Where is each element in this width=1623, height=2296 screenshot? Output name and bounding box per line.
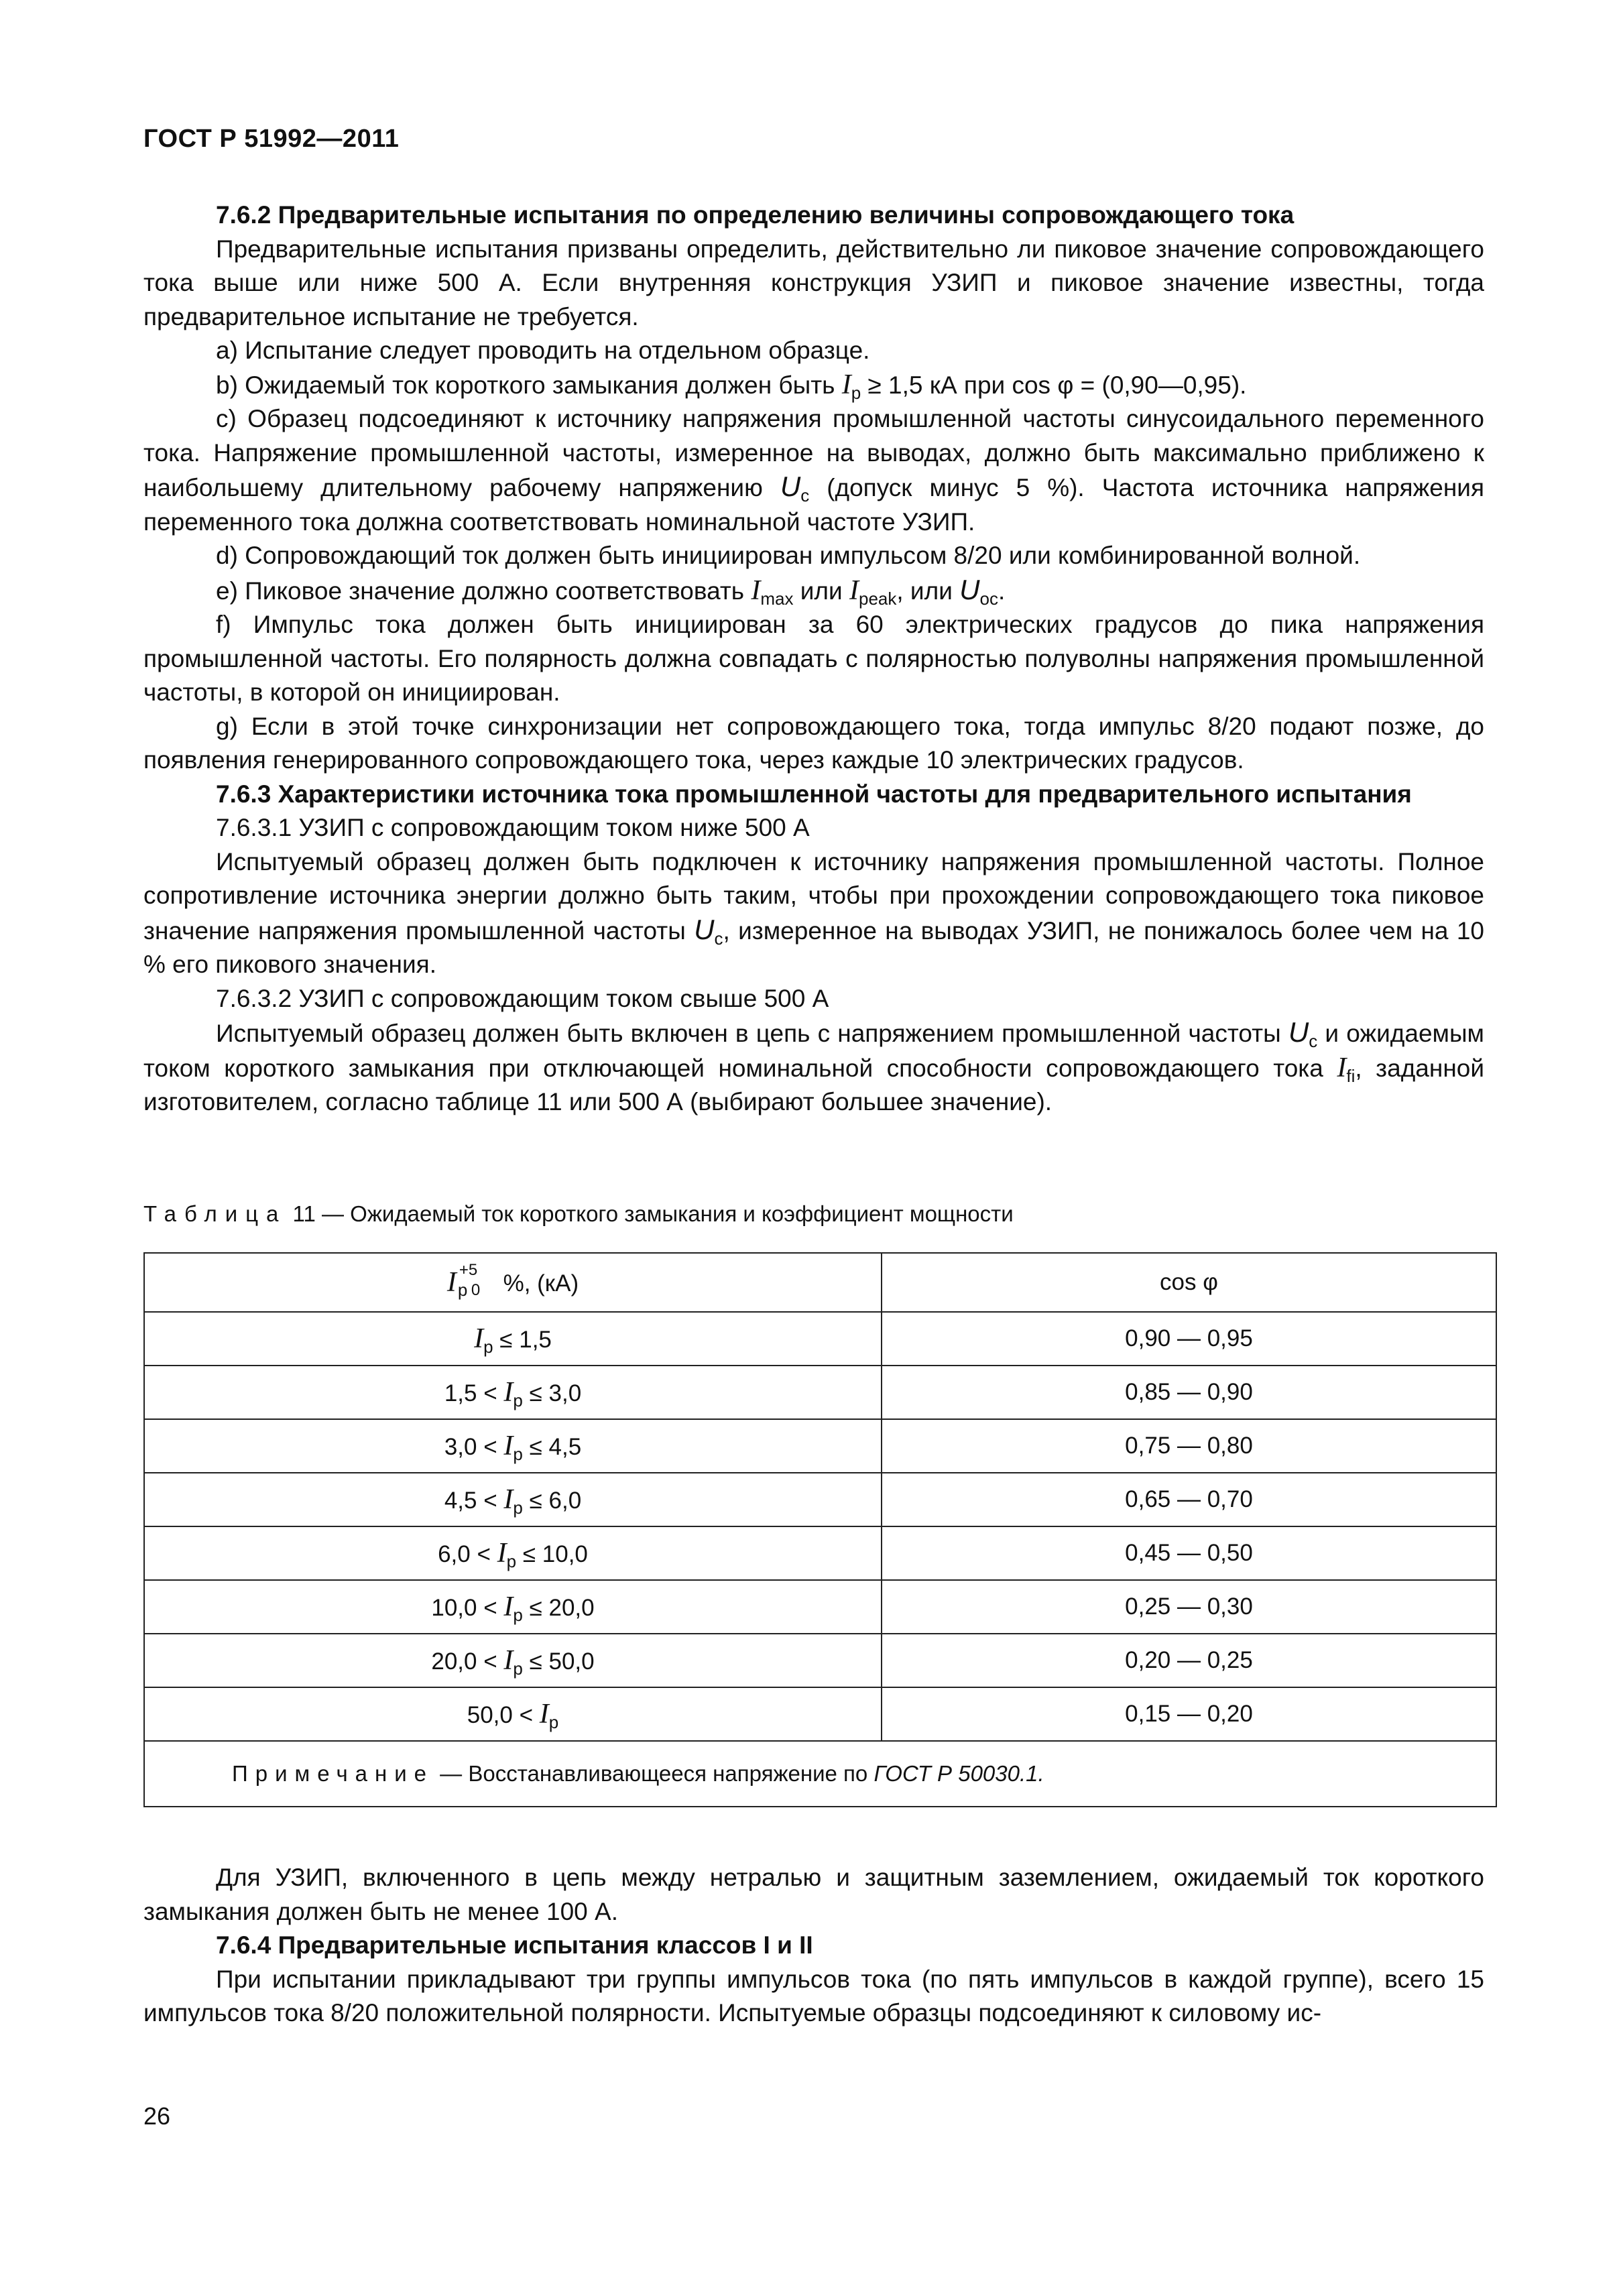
table-row: $4,5 < I_p \le 6,0$ 0,65 — 0,70 [144, 1473, 1496, 1526]
paragraph-intro: Предварительные испытания призваны определить, действительно ли пиковое значение сопровождающего тока выше или ниже 500 А. Если внутренняя конструкция УЗИП и пиковое значение известны, тогда предварительное испытание не требуется. [143, 235, 1484, 330]
document-header: ГОСТ Р 51992—2011 [143, 125, 400, 153]
item-a: a) Испытание следует проводить на отдельном образце. [216, 337, 870, 364]
table-note-row [144, 1741, 1496, 1807]
table-row: $10,0 < I_p \le 20,0$ 0,25 — 0,30 [144, 1580, 1496, 1634]
section-title-764: 7.6.4 Предварительные испытания классов I и II [216, 1931, 813, 1959]
section-title-762: 7.6.2 Предварительные испытания по определению величины сопровождающего тока [216, 201, 1295, 229]
item-d: d) Сопровождающий ток должен быть инициирован импульсом 8/20 или комбинированной волной. [216, 542, 1361, 569]
symbol-uc: U [780, 471, 801, 502]
section-title-763: 7.6.3 Характеристики источника тока промышленной частоты для предварительного испытания [216, 780, 1412, 808]
table-caption: Таблица 11 — Ожидаемый ток короткого замыкания и коэффициент мощности [143, 1201, 1014, 1226]
subsection-text-7632: Испытуемый образец должен быть включен в цепь с напряжением промышленной частоты $U_c$ и ожидаемым током короткого замыкания при отключающей номинальной способности сопровождающего тока $I_{fi}$, заданной изготовителем, согласно таблице 11 или 500 А (выбирают большее значение). [143, 1016, 1484, 1115]
table-row: $3,0 < I_p \le 4,5$ 0,75 — 0,80 [144, 1419, 1496, 1473]
table-row: $1,5 < I_p \le 3,0$ 0,85 — 0,90 [144, 1366, 1496, 1419]
table-row: $50,0 < I_p$ 0,15 — 0,20 [144, 1687, 1496, 1741]
symbol-ip: I [841, 369, 851, 400]
table-note: Примечание — Восстанавливающееся напряжение по ГОСТ Р 50030.1. [144, 1741, 1496, 1807]
item-f: f) Импульс тока должен быть инициирован за 60 электрических градусов до пика напряжения промышленной частоты. Его полярность должна совпадать с полярностью полуволны напряжения промышленной частоты, в которой он инициирован. [143, 611, 1484, 706]
table-row: $6,0 < I_p \le 10,0$ 0,45 — 0,50 [144, 1526, 1496, 1580]
item-e: e) Пиковое значение должно соответствовать $I_{max}$ или $I_{peak}$, или $U_{oc}$. [216, 573, 1006, 609]
table-11 [143, 1252, 1497, 1807]
item-c: c) Образец подсоединяют к источнику напряжения промышленной частоты синусоидального переменного тока. Напряжение промышленной частоты, измеренное на выводах, должно быть максимально приближено к наибольшему длительному рабочему напряжению $U_c$ (допуск минус 5 %). Частота источника напряжения переменного тока должна соответствовать номинальной частоте УЗИП. [143, 405, 1484, 536]
table-row: $20,0 < I_p \le 50,0$ 0,20 — 0,25 [144, 1634, 1496, 1687]
paragraph-neutral: Для УЗИП, включенного в цепь между нетралью и защитным заземлением, ожидаемый ток короткого замыкания должен быть не менее 100 А. [143, 1864, 1484, 1925]
paragraph-764: При испытании прикладывают три группы импульсов тока (по пять импульсов в каждой группе), всего 15 импульсов тока 8/20 положительной полярности. Испытуемые образцы подсоединяют к силовому ис- [143, 1965, 1484, 2027]
table-header-row [144, 1253, 1496, 1312]
table-row: $I_p \le 1,5$ 0,90 — 0,95 [144, 1312, 1496, 1366]
main-text [143, 198, 1484, 1120]
header-cos-phi: cos φ [882, 1253, 1496, 1312]
item-b: b) Ожидаемый ток короткого замыкания должен быть $I_p \ge 1,5$ кА при cos φ = (0,90—0,95). [216, 369, 1247, 403]
page-number: 26 [143, 2102, 171, 2130]
item-g: g) Если в этой точке синхронизации нет сопровождающего тока, тогда импульс 8/20 подают позже, до появления генерированного сопровождающего тока, через каждые 10 электрических градусов. [143, 712, 1484, 774]
subsection-title-7632: 7.6.3.2 УЗИП с сопровождающим током свыше 500 А [216, 984, 829, 1012]
after-table-text [143, 1861, 1484, 2031]
subsection-text-7631: Испытуемый образец должен быть подключен к источнику напряжения промышленной частоты. Полное сопротивление источника энергии должно быть таким, чтобы при прохождении сопровождающего тока пиковое значение напряжения промышленной частоты $U_c$, измеренное на выводах УЗИП, не понижалось более чем на 10 % его пикового значения. [143, 847, 1484, 978]
header-current: I +5 0 p %, (кА) [144, 1253, 882, 1312]
subsection-title-7631: 7.6.3.1 УЗИП с сопровождающим током ниже 500 А [216, 814, 810, 841]
